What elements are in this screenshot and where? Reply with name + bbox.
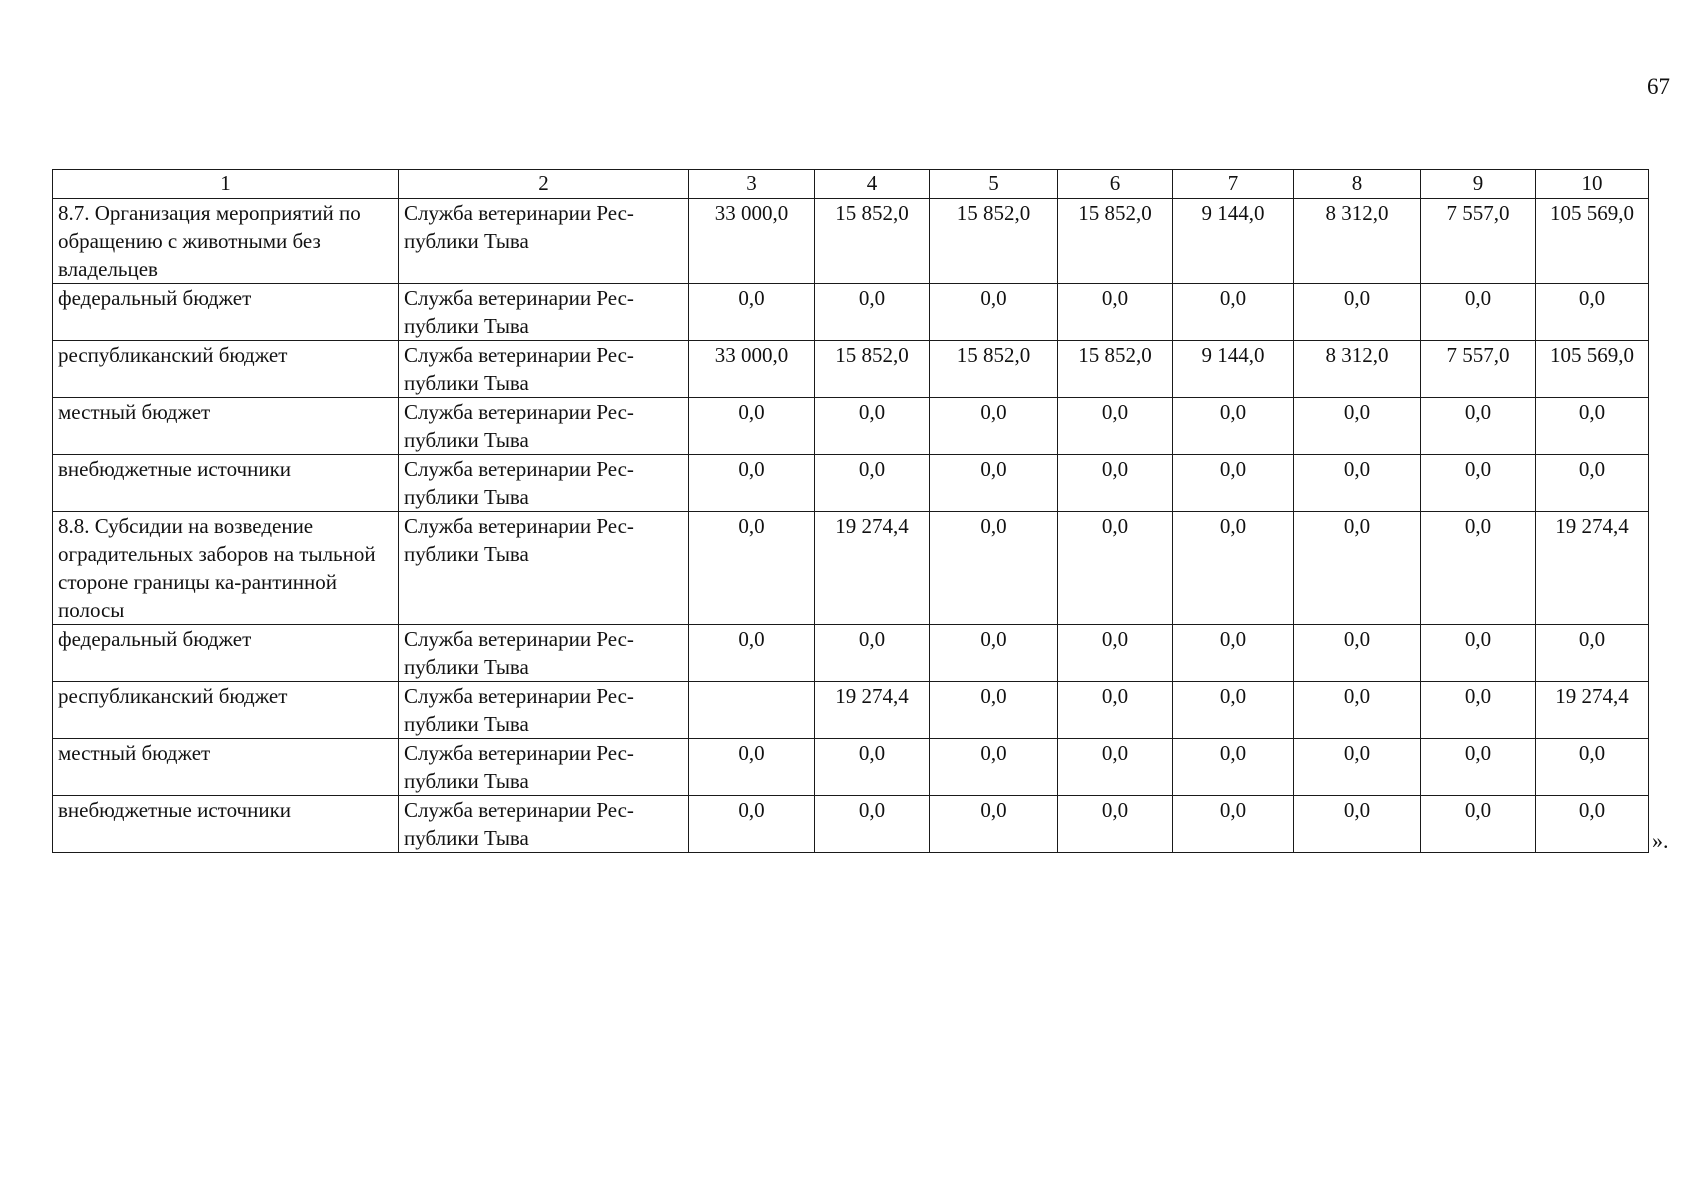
table-row — [53, 739, 1649, 796]
column-number: 8 — [1294, 170, 1421, 199]
amount-cell: 0,0 — [930, 625, 1058, 682]
row-name-cell: местный бюджет — [53, 739, 399, 796]
amount-cell: 15 852,0 — [1058, 199, 1173, 284]
amount-cell: 15 852,0 — [815, 199, 930, 284]
amount-cell: 19 274,4 — [815, 512, 930, 625]
amount-cell: 0,0 — [930, 739, 1058, 796]
amount-cell: 0,0 — [689, 739, 815, 796]
closing-quote-mark: ». — [1652, 828, 1669, 853]
row-name-cell: 8.7. Организация мероприятий по обращению с животными без владельцев — [53, 199, 399, 284]
amount-cell: 0,0 — [1421, 625, 1536, 682]
amount-cell: 0,0 — [1173, 682, 1294, 739]
amount-cell: 0,0 — [1421, 512, 1536, 625]
table-row — [53, 796, 1649, 853]
amount-cell: 0,0 — [689, 455, 815, 512]
amount-cell: 15 852,0 — [1058, 341, 1173, 398]
amount-cell: 33 000,0 — [689, 199, 815, 284]
amount-cell: 0,0 — [815, 455, 930, 512]
amount-cell: 0,0 — [1058, 625, 1173, 682]
amount-cell: 0,0 — [1536, 796, 1649, 853]
amount-cell: 0,0 — [930, 398, 1058, 455]
amount-cell: 0,0 — [1058, 796, 1173, 853]
executor-cell: Служба ветеринарии Рес-публики Тыва — [399, 512, 689, 625]
amount-cell: 0,0 — [1421, 682, 1536, 739]
amount-cell: 0,0 — [1294, 398, 1421, 455]
column-number: 1 — [53, 170, 399, 199]
amount-cell: 105 569,0 — [1536, 199, 1649, 284]
amount-cell: 0,0 — [930, 455, 1058, 512]
table-row — [53, 341, 1649, 398]
amount-cell: 0,0 — [1173, 512, 1294, 625]
budget-table — [52, 169, 1649, 853]
executor-cell: Служба ветеринарии Рес-публики Тыва — [399, 625, 689, 682]
column-number: 7 — [1173, 170, 1294, 199]
column-number: 10 — [1536, 170, 1649, 199]
amount-cell: 0,0 — [1173, 625, 1294, 682]
amount-cell: 15 852,0 — [930, 341, 1058, 398]
amount-cell: 8 312,0 — [1294, 341, 1421, 398]
amount-cell: 0,0 — [815, 796, 930, 853]
row-name-cell: местный бюджет — [53, 398, 399, 455]
table-row — [53, 398, 1649, 455]
amount-cell: 0,0 — [689, 625, 815, 682]
amount-cell: 0,0 — [1294, 796, 1421, 853]
amount-cell: 0,0 — [1421, 398, 1536, 455]
amount-cell: 0,0 — [930, 682, 1058, 739]
row-name-cell: внебюджетные источники — [53, 796, 399, 853]
executor-cell: Служба ветеринарии Рес-публики Тыва — [399, 739, 689, 796]
amount-cell: 0,0 — [1294, 455, 1421, 512]
amount-cell: 19 274,4 — [1536, 682, 1649, 739]
executor-cell: Служба ветеринарии Рес-публики Тыва — [399, 398, 689, 455]
amount-cell: 0,0 — [1173, 796, 1294, 853]
amount-cell: 19 274,4 — [1536, 512, 1649, 625]
table-row — [53, 455, 1649, 512]
amount-cell: 0,0 — [930, 284, 1058, 341]
column-number: 9 — [1421, 170, 1536, 199]
amount-cell: 0,0 — [1421, 739, 1536, 796]
amount-cell: 0,0 — [930, 512, 1058, 625]
row-name-cell: федеральный бюджет — [53, 284, 399, 341]
executor-cell: Служба ветеринарии Рес-публики Тыва — [399, 682, 689, 739]
row-name-cell: 8.8. Субсидии на возведение оградительных заборов на тыльной стороне границы ка-рантинной полосы — [53, 512, 399, 625]
row-name-cell: внебюджетные источники — [53, 455, 399, 512]
amount-cell: 8 312,0 — [1294, 199, 1421, 284]
row-name-cell: республиканский бюджет — [53, 341, 399, 398]
amount-cell: 0,0 — [1421, 796, 1536, 853]
amount-cell: 0,0 — [1058, 398, 1173, 455]
amount-cell: 0,0 — [815, 398, 930, 455]
amount-cell: 0,0 — [1294, 682, 1421, 739]
amount-cell: 0,0 — [1536, 398, 1649, 455]
amount-cell: 0,0 — [930, 796, 1058, 853]
amount-cell: 15 852,0 — [815, 341, 930, 398]
amount-cell: 15 852,0 — [930, 199, 1058, 284]
amount-cell: 9 144,0 — [1173, 341, 1294, 398]
column-number: 2 — [399, 170, 689, 199]
amount-cell: 0,0 — [1294, 739, 1421, 796]
amount-cell: 0,0 — [1294, 284, 1421, 341]
table-row — [53, 199, 1649, 284]
table-row — [53, 284, 1649, 341]
amount-cell: 7 557,0 — [1421, 199, 1536, 284]
amount-cell: 33 000,0 — [689, 341, 815, 398]
table-row — [53, 625, 1649, 682]
amount-cell: 0,0 — [1058, 512, 1173, 625]
amount-cell: 0,0 — [1173, 284, 1294, 341]
amount-cell: 0,0 — [689, 512, 815, 625]
amount-cell: 0,0 — [1173, 398, 1294, 455]
table-row — [53, 682, 1649, 739]
amount-cell: 0,0 — [1536, 284, 1649, 341]
amount-cell: 0,0 — [1058, 455, 1173, 512]
amount-cell: 0,0 — [689, 284, 815, 341]
amount-cell: 0,0 — [1421, 284, 1536, 341]
executor-cell: Служба ветеринарии Рес-публики Тыва — [399, 455, 689, 512]
amount-cell: 0,0 — [1294, 512, 1421, 625]
column-number: 4 — [815, 170, 930, 199]
amount-cell — [689, 682, 815, 739]
column-number: 6 — [1058, 170, 1173, 199]
amount-cell: 0,0 — [815, 625, 930, 682]
column-number: 3 — [689, 170, 815, 199]
column-number: 5 — [930, 170, 1058, 199]
amount-cell: 0,0 — [815, 284, 930, 341]
column-number-row — [53, 170, 1649, 199]
executor-cell: Служба ветеринарии Рес-публики Тыва — [399, 341, 689, 398]
table-row — [53, 512, 1649, 625]
amount-cell: 9 144,0 — [1173, 199, 1294, 284]
amount-cell: 0,0 — [1536, 455, 1649, 512]
page-number: 67 — [1647, 74, 1670, 99]
amount-cell: 19 274,4 — [815, 682, 930, 739]
amount-cell: 7 557,0 — [1421, 341, 1536, 398]
amount-cell: 0,0 — [1294, 625, 1421, 682]
executor-cell: Служба ветеринарии Рес-публики Тыва — [399, 199, 689, 284]
executor-cell: Служба ветеринарии Рес-публики Тыва — [399, 284, 689, 341]
amount-cell: 0,0 — [815, 739, 930, 796]
amount-cell: 0,0 — [1536, 739, 1649, 796]
amount-cell: 0,0 — [1058, 284, 1173, 341]
amount-cell: 0,0 — [689, 796, 815, 853]
amount-cell: 0,0 — [1058, 682, 1173, 739]
amount-cell: 0,0 — [689, 398, 815, 455]
amount-cell: 105 569,0 — [1536, 341, 1649, 398]
row-name-cell: республиканский бюджет — [53, 682, 399, 739]
row-name-cell: федеральный бюджет — [53, 625, 399, 682]
amount-cell: 0,0 — [1536, 625, 1649, 682]
amount-cell: 0,0 — [1173, 739, 1294, 796]
amount-cell: 0,0 — [1421, 455, 1536, 512]
amount-cell: 0,0 — [1058, 739, 1173, 796]
executor-cell: Служба ветеринарии Рес-публики Тыва — [399, 796, 689, 853]
amount-cell: 0,0 — [1173, 455, 1294, 512]
